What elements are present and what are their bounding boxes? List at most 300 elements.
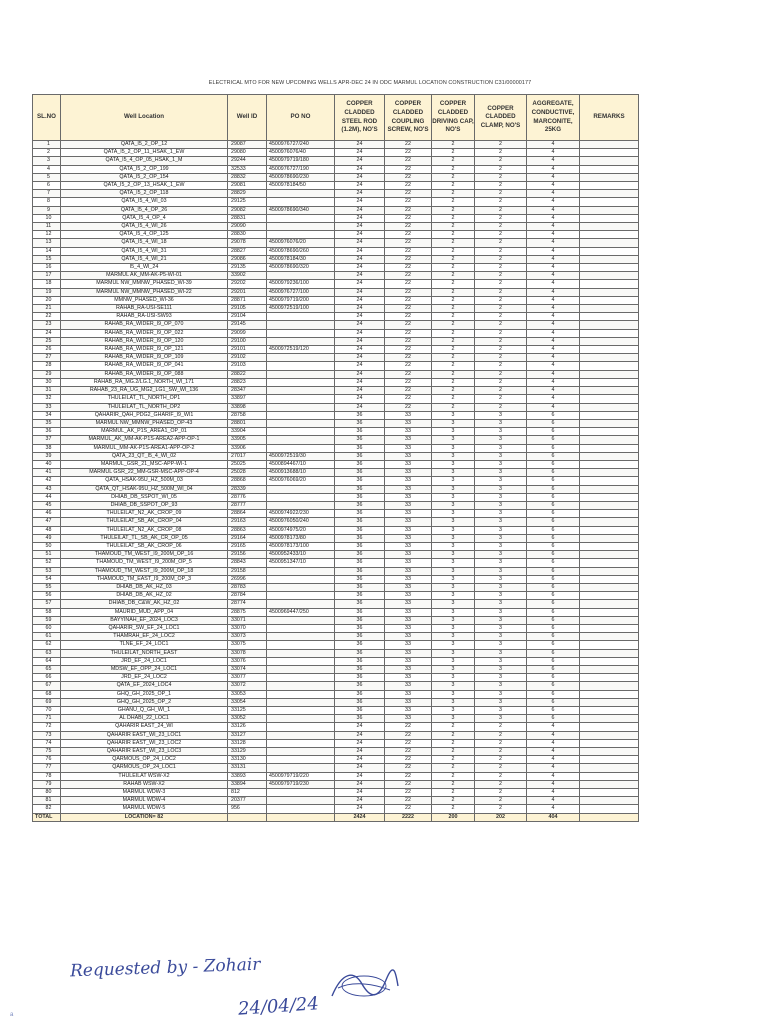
cell-sl-no: 81 bbox=[33, 797, 61, 805]
table-row bbox=[33, 567, 639, 575]
cell-driving-cap: 2 bbox=[432, 780, 475, 788]
cell-sl-no: 47 bbox=[33, 518, 61, 526]
table-row bbox=[33, 141, 639, 149]
cell-remarks bbox=[580, 387, 639, 395]
cell-sl-no: 80 bbox=[33, 789, 61, 797]
mto-table bbox=[32, 94, 639, 822]
cell-aggregate: 6 bbox=[527, 452, 580, 460]
cell-clamp: 2 bbox=[475, 337, 527, 345]
cell-remarks bbox=[580, 657, 639, 665]
cell-aggregate: 6 bbox=[527, 542, 580, 550]
table-row bbox=[33, 378, 639, 386]
cell-clamp: 2 bbox=[475, 739, 527, 747]
cell-po-no bbox=[267, 698, 335, 706]
cell-clamp: 2 bbox=[475, 182, 527, 190]
cell-sl-no: 52 bbox=[33, 559, 61, 567]
cell-aggregate: 4 bbox=[527, 780, 580, 788]
cell-aggregate: 6 bbox=[527, 690, 580, 698]
cell-po-no: 4500976069/20 bbox=[267, 477, 335, 485]
cell-steel-rod: 36 bbox=[335, 477, 385, 485]
cell-driving-cap: 3 bbox=[432, 534, 475, 542]
cell-remarks bbox=[580, 255, 639, 263]
cell-driving-cap: 3 bbox=[432, 674, 475, 682]
cell-po-no: 4500976076/40 bbox=[267, 149, 335, 157]
cell-clamp: 2 bbox=[475, 149, 527, 157]
cell-driving-cap: 2 bbox=[432, 395, 475, 403]
cell-coupling-screw: 22 bbox=[385, 141, 432, 149]
cell-steel-rod: 24 bbox=[335, 739, 385, 747]
table-row bbox=[33, 756, 639, 764]
cell-remarks bbox=[580, 403, 639, 411]
cell-well-location: THULEILAT_TL_NORTH_OP2 bbox=[61, 403, 228, 411]
cell-aggregate: 6 bbox=[527, 485, 580, 493]
cell-remarks bbox=[580, 485, 639, 493]
cell-remarks bbox=[580, 583, 639, 591]
cell-well-id: 28777 bbox=[228, 501, 267, 509]
cell-coupling-screw: 33 bbox=[385, 485, 432, 493]
cell-well-id: 28863 bbox=[228, 526, 267, 534]
cell-clamp: 2 bbox=[475, 223, 527, 231]
cell-well-id: 33071 bbox=[228, 616, 267, 624]
cell-aggregate: 6 bbox=[527, 436, 580, 444]
cell-well-location: GHANU_Q_GH_WI_1 bbox=[61, 707, 228, 715]
cell-well-location: MARMUL_AK_MM-AK-P1S-AREA2-APP-OP-1 bbox=[61, 436, 228, 444]
cell-po-no bbox=[267, 682, 335, 690]
cell-clamp: 3 bbox=[475, 510, 527, 518]
cell-well-location: RAHAB_23_RA_UG_MG2_LG1_SW_WI_136 bbox=[61, 387, 228, 395]
cell-steel-rod: 36 bbox=[335, 510, 385, 518]
cell-po-no bbox=[267, 600, 335, 608]
cell-remarks bbox=[580, 542, 639, 550]
cell-coupling-screw: 33 bbox=[385, 534, 432, 542]
cell-coupling-screw: 33 bbox=[385, 600, 432, 608]
cell-well-location: DHIAB_DB_C&W_AK_HZ_02 bbox=[61, 600, 228, 608]
table-row bbox=[33, 231, 639, 239]
cell-well-id: 33072 bbox=[228, 682, 267, 690]
cell-steel-rod: 24 bbox=[335, 305, 385, 313]
cell-well-location: JRD_EF_24_LOC2 bbox=[61, 674, 228, 682]
cell-po-no bbox=[267, 666, 335, 674]
cell-driving-cap: 3 bbox=[432, 510, 475, 518]
cell-po-no: 4500978173/80 bbox=[267, 534, 335, 542]
cell-sl-no: 29 bbox=[33, 370, 61, 378]
total-locations: LOCATION= 82 bbox=[61, 813, 228, 822]
cell-driving-cap: 3 bbox=[432, 419, 475, 427]
cell-aggregate: 6 bbox=[527, 526, 580, 534]
cell-sl-no: 39 bbox=[33, 452, 61, 460]
table-body bbox=[33, 141, 639, 814]
cell-coupling-screw: 22 bbox=[385, 756, 432, 764]
cell-remarks bbox=[580, 608, 639, 616]
cell-sl-no: 35 bbox=[33, 419, 61, 427]
table-row bbox=[33, 428, 639, 436]
cell-sl-no: 55 bbox=[33, 583, 61, 591]
cell-driving-cap: 2 bbox=[432, 190, 475, 198]
cell-well-location: QATA_I5_4_OP_05_HSAK_1_M bbox=[61, 157, 228, 165]
cell-well-location: QATA_I5_4_WI_26 bbox=[61, 223, 228, 231]
cell-remarks bbox=[580, 173, 639, 181]
cell-po-no bbox=[267, 272, 335, 280]
cell-driving-cap: 2 bbox=[432, 797, 475, 805]
cell-well-id: 32533 bbox=[228, 165, 267, 173]
cell-well-id: 29145 bbox=[228, 321, 267, 329]
cell-po-no bbox=[267, 362, 335, 370]
cell-steel-rod: 24 bbox=[335, 149, 385, 157]
cell-aggregate: 6 bbox=[527, 592, 580, 600]
cell-steel-rod: 36 bbox=[335, 551, 385, 559]
cell-well-id: 33898 bbox=[228, 403, 267, 411]
cell-well-id: 33897 bbox=[228, 395, 267, 403]
cell-driving-cap: 3 bbox=[432, 624, 475, 632]
cell-sl-no: 25 bbox=[33, 337, 61, 345]
cell-aggregate: 6 bbox=[527, 551, 580, 559]
cell-well-location: BAYYINAH_EF_2024_LOC3 bbox=[61, 616, 228, 624]
cell-coupling-screw: 33 bbox=[385, 559, 432, 567]
cell-remarks bbox=[580, 575, 639, 583]
cell-driving-cap: 3 bbox=[432, 583, 475, 591]
cell-clamp: 2 bbox=[475, 173, 527, 181]
cell-driving-cap: 2 bbox=[432, 756, 475, 764]
cell-sl-no: 17 bbox=[33, 272, 61, 280]
cell-clamp: 3 bbox=[475, 419, 527, 427]
cell-po-no bbox=[267, 575, 335, 583]
cell-clamp: 2 bbox=[475, 805, 527, 813]
table-row bbox=[33, 600, 639, 608]
cell-well-id: 33075 bbox=[228, 641, 267, 649]
cell-well-id: 28783 bbox=[228, 583, 267, 591]
cell-aggregate: 4 bbox=[527, 395, 580, 403]
cell-po-no bbox=[267, 764, 335, 772]
cell-well-location: THULEILAT_N2_AK_CROP_08 bbox=[61, 526, 228, 534]
cell-well-location: THULEILAT_NORTH_EAST bbox=[61, 649, 228, 657]
cell-well-location: THULEILAT WSW-X2 bbox=[61, 772, 228, 780]
cell-well-id: 26996 bbox=[228, 575, 267, 583]
cell-well-location: MARMUL NW_MMNW_PHASED_WI-22 bbox=[61, 288, 228, 296]
cell-driving-cap: 2 bbox=[432, 764, 475, 772]
cell-coupling-screw: 33 bbox=[385, 674, 432, 682]
cell-coupling-screw: 33 bbox=[385, 666, 432, 674]
cell-driving-cap: 2 bbox=[432, 748, 475, 756]
cell-clamp: 2 bbox=[475, 748, 527, 756]
cell-sl-no: 42 bbox=[33, 477, 61, 485]
cell-coupling-screw: 33 bbox=[385, 616, 432, 624]
table-row bbox=[33, 247, 639, 255]
cell-well-location: QATA_I5_4_WI_31 bbox=[61, 247, 228, 255]
cell-well-id: 25028 bbox=[228, 469, 267, 477]
cell-well-id: 33902 bbox=[228, 272, 267, 280]
cell-aggregate: 6 bbox=[527, 510, 580, 518]
cell-well-id: 33129 bbox=[228, 748, 267, 756]
table-row bbox=[33, 534, 639, 542]
cell-po-no bbox=[267, 657, 335, 665]
cell-well-location: QAHARIR EAST_WI_23_LOC1 bbox=[61, 731, 228, 739]
cell-aggregate: 6 bbox=[527, 501, 580, 509]
cell-remarks bbox=[580, 419, 639, 427]
cell-well-location: QATA_I5_2_OP_11_HSAK_1_EW bbox=[61, 149, 228, 157]
cell-aggregate: 4 bbox=[527, 223, 580, 231]
cell-remarks bbox=[580, 633, 639, 641]
table-row bbox=[33, 707, 639, 715]
table-row bbox=[33, 214, 639, 222]
cell-sl-no: 30 bbox=[33, 378, 61, 386]
cell-sl-no: 10 bbox=[33, 214, 61, 222]
cell-steel-rod: 36 bbox=[335, 469, 385, 477]
cell-steel-rod: 36 bbox=[335, 657, 385, 665]
cell-driving-cap: 3 bbox=[432, 657, 475, 665]
table-row bbox=[33, 469, 639, 477]
requested-by-handwriting: Requested by - Zohair bbox=[69, 954, 261, 982]
cell-driving-cap: 2 bbox=[432, 403, 475, 411]
cell-remarks bbox=[580, 674, 639, 682]
cell-steel-rod: 36 bbox=[335, 534, 385, 542]
cell-clamp: 2 bbox=[475, 206, 527, 214]
cell-coupling-screw: 22 bbox=[385, 362, 432, 370]
cell-well-id: 29125 bbox=[228, 198, 267, 206]
cell-po-no bbox=[267, 756, 335, 764]
table-row bbox=[33, 288, 639, 296]
cell-well-id: 29082 bbox=[228, 206, 267, 214]
table-row bbox=[33, 551, 639, 559]
cell-aggregate: 4 bbox=[527, 182, 580, 190]
cell-clamp: 3 bbox=[475, 411, 527, 419]
cell-driving-cap: 2 bbox=[432, 723, 475, 731]
cell-sl-no: 60 bbox=[33, 624, 61, 632]
cell-remarks bbox=[580, 567, 639, 575]
cell-well-id: 29101 bbox=[228, 346, 267, 354]
cell-driving-cap: 2 bbox=[432, 362, 475, 370]
cell-po-no: 4500979719/230 bbox=[267, 780, 335, 788]
cell-well-location: MARMUL_AK_P1S_AREA1_OP_01 bbox=[61, 428, 228, 436]
cell-clamp: 3 bbox=[475, 501, 527, 509]
cell-coupling-screw: 22 bbox=[385, 731, 432, 739]
cell-steel-rod: 24 bbox=[335, 182, 385, 190]
cell-clamp: 2 bbox=[475, 165, 527, 173]
total-rod: 2424 bbox=[335, 813, 385, 822]
cell-clamp: 3 bbox=[475, 559, 527, 567]
cell-clamp: 2 bbox=[475, 780, 527, 788]
cell-aggregate: 6 bbox=[527, 469, 580, 477]
cell-sl-no: 77 bbox=[33, 764, 61, 772]
cell-well-id: 33893 bbox=[228, 772, 267, 780]
cell-sl-no: 63 bbox=[33, 649, 61, 657]
cell-coupling-screw: 22 bbox=[385, 157, 432, 165]
cell-clamp: 2 bbox=[475, 354, 527, 362]
cell-aggregate: 4 bbox=[527, 370, 580, 378]
cell-steel-rod: 36 bbox=[335, 452, 385, 460]
cell-po-no bbox=[267, 223, 335, 231]
cell-steel-rod: 24 bbox=[335, 731, 385, 739]
cell-driving-cap: 2 bbox=[432, 141, 475, 149]
cell-driving-cap: 2 bbox=[432, 157, 475, 165]
cell-well-location: QATA_I5_2_OP_199 bbox=[61, 165, 228, 173]
cell-driving-cap: 2 bbox=[432, 182, 475, 190]
cell-remarks bbox=[580, 264, 639, 272]
cell-coupling-screw: 33 bbox=[385, 641, 432, 649]
cell-remarks bbox=[580, 477, 639, 485]
cell-well-location: THAMOUD_TM_EAST_I9_200M_OP_3 bbox=[61, 575, 228, 583]
cell-aggregate: 6 bbox=[527, 575, 580, 583]
cell-aggregate: 4 bbox=[527, 149, 580, 157]
cell-driving-cap: 2 bbox=[432, 387, 475, 395]
table-row bbox=[33, 182, 639, 190]
cell-coupling-screw: 22 bbox=[385, 321, 432, 329]
cell-well-id: 25025 bbox=[228, 460, 267, 468]
cell-clamp: 2 bbox=[475, 797, 527, 805]
cell-aggregate: 4 bbox=[527, 255, 580, 263]
cell-steel-rod: 24 bbox=[335, 387, 385, 395]
cell-po-no bbox=[267, 674, 335, 682]
cell-po-no bbox=[267, 690, 335, 698]
cell-driving-cap: 3 bbox=[432, 428, 475, 436]
cell-coupling-screw: 22 bbox=[385, 395, 432, 403]
table-row bbox=[33, 403, 639, 411]
cell-driving-cap: 2 bbox=[432, 370, 475, 378]
cell-sl-no: 74 bbox=[33, 739, 61, 747]
cell-remarks bbox=[580, 321, 639, 329]
cell-sl-no: 75 bbox=[33, 748, 61, 756]
cell-po-no bbox=[267, 501, 335, 509]
cell-steel-rod: 24 bbox=[335, 337, 385, 345]
cell-steel-rod: 36 bbox=[335, 411, 385, 419]
cell-aggregate: 6 bbox=[527, 633, 580, 641]
cell-aggregate: 6 bbox=[527, 583, 580, 591]
cell-driving-cap: 3 bbox=[432, 666, 475, 674]
table-row bbox=[33, 305, 639, 313]
cell-sl-no: 57 bbox=[33, 600, 61, 608]
cell-driving-cap: 3 bbox=[432, 477, 475, 485]
cell-well-id: 29081 bbox=[228, 182, 267, 190]
cell-steel-rod: 24 bbox=[335, 206, 385, 214]
cell-coupling-screw: 22 bbox=[385, 239, 432, 247]
cell-sl-no: 76 bbox=[33, 756, 61, 764]
cell-well-location: THULEILAT_TL_NORTH_OP1 bbox=[61, 395, 228, 403]
cell-remarks bbox=[580, 534, 639, 542]
cell-well-location: RAHAB_RA_WIDER_I9_OP_121 bbox=[61, 346, 228, 354]
cell-remarks bbox=[580, 592, 639, 600]
cell-po-no bbox=[267, 231, 335, 239]
cell-aggregate: 4 bbox=[527, 378, 580, 386]
cell-well-id: 28868 bbox=[228, 477, 267, 485]
cell-well-location: QAHARIR EAST_24_WI bbox=[61, 723, 228, 731]
cell-aggregate: 4 bbox=[527, 748, 580, 756]
cell-aggregate: 4 bbox=[527, 264, 580, 272]
cell-remarks bbox=[580, 723, 639, 731]
cell-sl-no: 46 bbox=[33, 510, 61, 518]
cell-po-no bbox=[267, 748, 335, 756]
cell-driving-cap: 3 bbox=[432, 715, 475, 723]
cell-po-no: 4500978184/30 bbox=[267, 255, 335, 263]
table-row bbox=[33, 674, 639, 682]
cell-sl-no: 7 bbox=[33, 190, 61, 198]
cell-steel-rod: 24 bbox=[335, 370, 385, 378]
cell-remarks bbox=[580, 198, 639, 206]
cell-well-location: MAURID_MUD_APP_04 bbox=[61, 608, 228, 616]
cell-po-no bbox=[267, 641, 335, 649]
cell-coupling-screw: 33 bbox=[385, 510, 432, 518]
cell-sl-no: 24 bbox=[33, 329, 61, 337]
cell-coupling-screw: 33 bbox=[385, 624, 432, 632]
cell-clamp: 3 bbox=[475, 526, 527, 534]
cell-remarks bbox=[580, 739, 639, 747]
cell-remarks bbox=[580, 624, 639, 632]
cell-coupling-screw: 22 bbox=[385, 403, 432, 411]
cell-well-id: 28347 bbox=[228, 387, 267, 395]
cell-clamp: 3 bbox=[475, 707, 527, 715]
cell-steel-rod: 36 bbox=[335, 501, 385, 509]
cell-steel-rod: 36 bbox=[335, 542, 385, 550]
total-blank-2 bbox=[267, 813, 335, 822]
cell-driving-cap: 3 bbox=[432, 485, 475, 493]
cell-po-no: 4500969447/250 bbox=[267, 608, 335, 616]
cell-well-id: 29164 bbox=[228, 534, 267, 542]
table-row bbox=[33, 526, 639, 534]
cell-clamp: 2 bbox=[475, 370, 527, 378]
cell-steel-rod: 36 bbox=[335, 698, 385, 706]
table-row bbox=[33, 190, 639, 198]
cell-clamp: 2 bbox=[475, 764, 527, 772]
cell-well-id: 28871 bbox=[228, 296, 267, 304]
cell-well-location: MARMUL NW_MMNW_PHASED_OP-43 bbox=[61, 419, 228, 427]
cell-po-no: 4500979719/220 bbox=[267, 772, 335, 780]
cell-po-no bbox=[267, 387, 335, 395]
table-row bbox=[33, 477, 639, 485]
cell-coupling-screw: 33 bbox=[385, 698, 432, 706]
cell-steel-rod: 24 bbox=[335, 321, 385, 329]
cell-aggregate: 4 bbox=[527, 387, 580, 395]
cell-remarks bbox=[580, 370, 639, 378]
cell-driving-cap: 3 bbox=[432, 542, 475, 550]
cell-aggregate: 4 bbox=[527, 756, 580, 764]
cell-sl-no: 45 bbox=[33, 501, 61, 509]
cell-clamp: 3 bbox=[475, 616, 527, 624]
cell-well-id: 33127 bbox=[228, 731, 267, 739]
cell-coupling-screw: 33 bbox=[385, 575, 432, 583]
cell-well-id: 33894 bbox=[228, 780, 267, 788]
cell-steel-rod: 24 bbox=[335, 756, 385, 764]
cell-aggregate: 6 bbox=[527, 649, 580, 657]
cell-clamp: 3 bbox=[475, 592, 527, 600]
cell-well-location: RAHAB_RA_WIDER_I9_OP_070 bbox=[61, 321, 228, 329]
cell-remarks bbox=[580, 551, 639, 559]
cell-steel-rod: 36 bbox=[335, 592, 385, 600]
cell-po-no: 4500974922/230 bbox=[267, 510, 335, 518]
cell-remarks bbox=[580, 698, 639, 706]
cell-clamp: 3 bbox=[475, 649, 527, 657]
cell-po-no bbox=[267, 190, 335, 198]
cell-aggregate: 6 bbox=[527, 707, 580, 715]
cell-clamp: 2 bbox=[475, 362, 527, 370]
cell-coupling-screw: 33 bbox=[385, 428, 432, 436]
cell-po-no: 4500976727/240 bbox=[267, 141, 335, 149]
cell-driving-cap: 3 bbox=[432, 493, 475, 501]
cell-well-location: QAHARIR_SW_EF_24_LOC1 bbox=[61, 624, 228, 632]
cell-driving-cap: 3 bbox=[432, 600, 475, 608]
cell-driving-cap: 2 bbox=[432, 321, 475, 329]
cell-clamp: 3 bbox=[475, 698, 527, 706]
table-row bbox=[33, 624, 639, 632]
cell-steel-rod: 24 bbox=[335, 190, 385, 198]
cell-clamp: 2 bbox=[475, 395, 527, 403]
cell-remarks bbox=[580, 239, 639, 247]
cell-coupling-screw: 22 bbox=[385, 346, 432, 354]
cell-aggregate: 6 bbox=[527, 624, 580, 632]
table-row bbox=[33, 608, 639, 616]
cell-aggregate: 4 bbox=[527, 346, 580, 354]
cell-driving-cap: 3 bbox=[432, 469, 475, 477]
cell-po-no bbox=[267, 633, 335, 641]
table-row bbox=[33, 419, 639, 427]
cell-well-location: THULEILAT_SB_AK_CROP_06 bbox=[61, 542, 228, 550]
